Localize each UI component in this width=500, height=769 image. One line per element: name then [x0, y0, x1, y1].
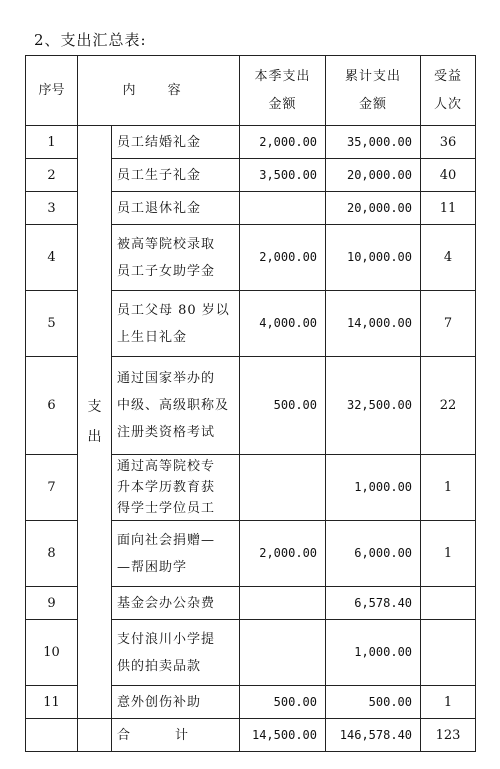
row-content	[112, 126, 240, 159]
category-label-char: 支	[87, 399, 102, 415]
header-beneficiary-line2: 人次	[434, 96, 463, 112]
row-content-line: 员工退休礼金	[117, 200, 202, 216]
row-content	[112, 686, 240, 719]
row-content-line: —帮困助学	[117, 559, 188, 575]
row-beneficiaries	[421, 620, 476, 686]
row-content	[112, 291, 240, 357]
row-cumulative-amount: 6,000.00	[326, 521, 421, 587]
row-beneficiaries: 1	[421, 521, 476, 587]
row-quarter-amount: 2,000.00	[240, 225, 326, 291]
row-beneficiaries: 1	[421, 455, 476, 521]
header-quarter-amount	[240, 56, 326, 126]
row-seq: 5	[26, 291, 78, 357]
row-content-line: 上生日礼金	[117, 329, 188, 345]
row-quarter-amount: 500.00	[240, 357, 326, 455]
row-content-line: 被高等院校录取	[117, 236, 216, 252]
row-seq: 2	[26, 159, 78, 192]
row-content-line: 通过国家举办的	[117, 371, 216, 386]
row-quarter-amount: 2,000.00	[240, 521, 326, 587]
row-content-line: 得学士学位员工	[117, 501, 216, 516]
section-heading: 2、支出汇总表:	[34, 31, 147, 49]
expense-summary-table	[25, 55, 476, 752]
row-quarter-amount: 500.00	[240, 686, 326, 719]
total-row	[26, 719, 476, 752]
header-cumulative-line2: 金额	[359, 96, 388, 112]
header-content	[78, 56, 240, 126]
total-quarter-amount: 14,500.00	[240, 719, 326, 752]
header-beneficiary-line1: 受益	[434, 68, 463, 84]
category-cell	[78, 126, 112, 719]
row-content-line: 意外创伤补助	[117, 694, 202, 710]
header-quarter-line2: 金额	[268, 96, 297, 112]
total-cumulative-amount: 146,578.40	[326, 719, 421, 752]
row-beneficiaries: 11	[421, 192, 476, 225]
row-cumulative-amount: 20,000.00	[326, 192, 421, 225]
row-content	[112, 159, 240, 192]
row-content	[112, 521, 240, 587]
total-label	[112, 719, 240, 752]
row-seq: 4	[26, 225, 78, 291]
row-content-line: 员工父母 80 岁以	[117, 302, 230, 318]
row-content-line: 面向社会捐赠—	[117, 532, 216, 548]
row-beneficiaries: 22	[421, 357, 476, 455]
row-beneficiaries: 40	[421, 159, 476, 192]
row-content	[112, 225, 240, 291]
category-label-char: 出	[87, 429, 102, 445]
row-beneficiaries: 1	[421, 686, 476, 719]
row-content-line: 员工结婚礼金	[117, 134, 202, 150]
row-quarter-amount	[240, 455, 326, 521]
row-cumulative-amount: 10,000.00	[326, 225, 421, 291]
header-row	[26, 56, 476, 126]
header-cumulative-amount	[326, 56, 421, 126]
row-content-line: 基金会办公杂费	[117, 595, 216, 611]
row-content-line: 供的拍卖品款	[117, 658, 202, 674]
row-seq: 7	[26, 455, 78, 521]
row-beneficiaries: 7	[421, 291, 476, 357]
row-quarter-amount: 4,000.00	[240, 291, 326, 357]
row-seq: 3	[26, 192, 78, 225]
row-seq: 6	[26, 357, 78, 455]
table-row	[26, 126, 476, 159]
row-cumulative-amount: 35,000.00	[326, 126, 421, 159]
row-seq: 10	[26, 620, 78, 686]
row-cumulative-amount: 14,000.00	[326, 291, 421, 357]
row-content	[112, 357, 240, 455]
row-content-line: 通过高等院校专	[117, 459, 216, 474]
row-quarter-amount	[240, 620, 326, 686]
row-content	[112, 455, 240, 521]
header-cumulative-line1: 累计支出	[345, 68, 402, 84]
row-seq: 9	[26, 587, 78, 620]
header-beneficiaries	[421, 56, 476, 126]
row-cumulative-amount: 500.00	[326, 686, 421, 719]
total-label-b: 计	[175, 727, 190, 743]
row-quarter-amount: 2,000.00	[240, 126, 326, 159]
row-beneficiaries	[421, 587, 476, 620]
row-quarter-amount	[240, 192, 326, 225]
total-beneficiaries: 123	[421, 719, 476, 752]
row-content-line: 中级、高级职称及	[117, 398, 230, 413]
row-cumulative-amount: 6,578.40	[326, 587, 421, 620]
row-content-line: 员工生子礼金	[117, 167, 202, 183]
row-content-line: 升本学历教育获	[117, 480, 216, 495]
category-label	[88, 392, 102, 452]
row-cumulative-amount: 1,000.00	[326, 620, 421, 686]
total-label-a: 合	[117, 727, 132, 743]
row-cumulative-amount: 32,500.00	[326, 357, 421, 455]
row-seq: 11	[26, 686, 78, 719]
row-beneficiaries: 36	[421, 126, 476, 159]
total-category-empty	[78, 719, 112, 752]
row-content-line: 注册类资格考试	[117, 425, 216, 440]
header-content-label: 内 容	[122, 83, 195, 98]
row-content-line: 支付浪川小学提	[117, 631, 216, 647]
row-cumulative-amount: 1,000.00	[326, 455, 421, 521]
total-seq-empty	[26, 719, 78, 752]
row-content	[112, 192, 240, 225]
row-seq: 1	[26, 126, 78, 159]
row-quarter-amount	[240, 587, 326, 620]
header-quarter-line1: 本季支出	[254, 68, 311, 84]
row-cumulative-amount: 20,000.00	[326, 159, 421, 192]
row-content-line: 员工子女助学金	[117, 263, 216, 279]
row-content	[112, 620, 240, 686]
row-seq: 8	[26, 521, 78, 587]
row-quarter-amount: 3,500.00	[240, 159, 326, 192]
row-beneficiaries: 4	[421, 225, 476, 291]
header-seq: 序号	[26, 56, 78, 126]
row-content	[112, 587, 240, 620]
